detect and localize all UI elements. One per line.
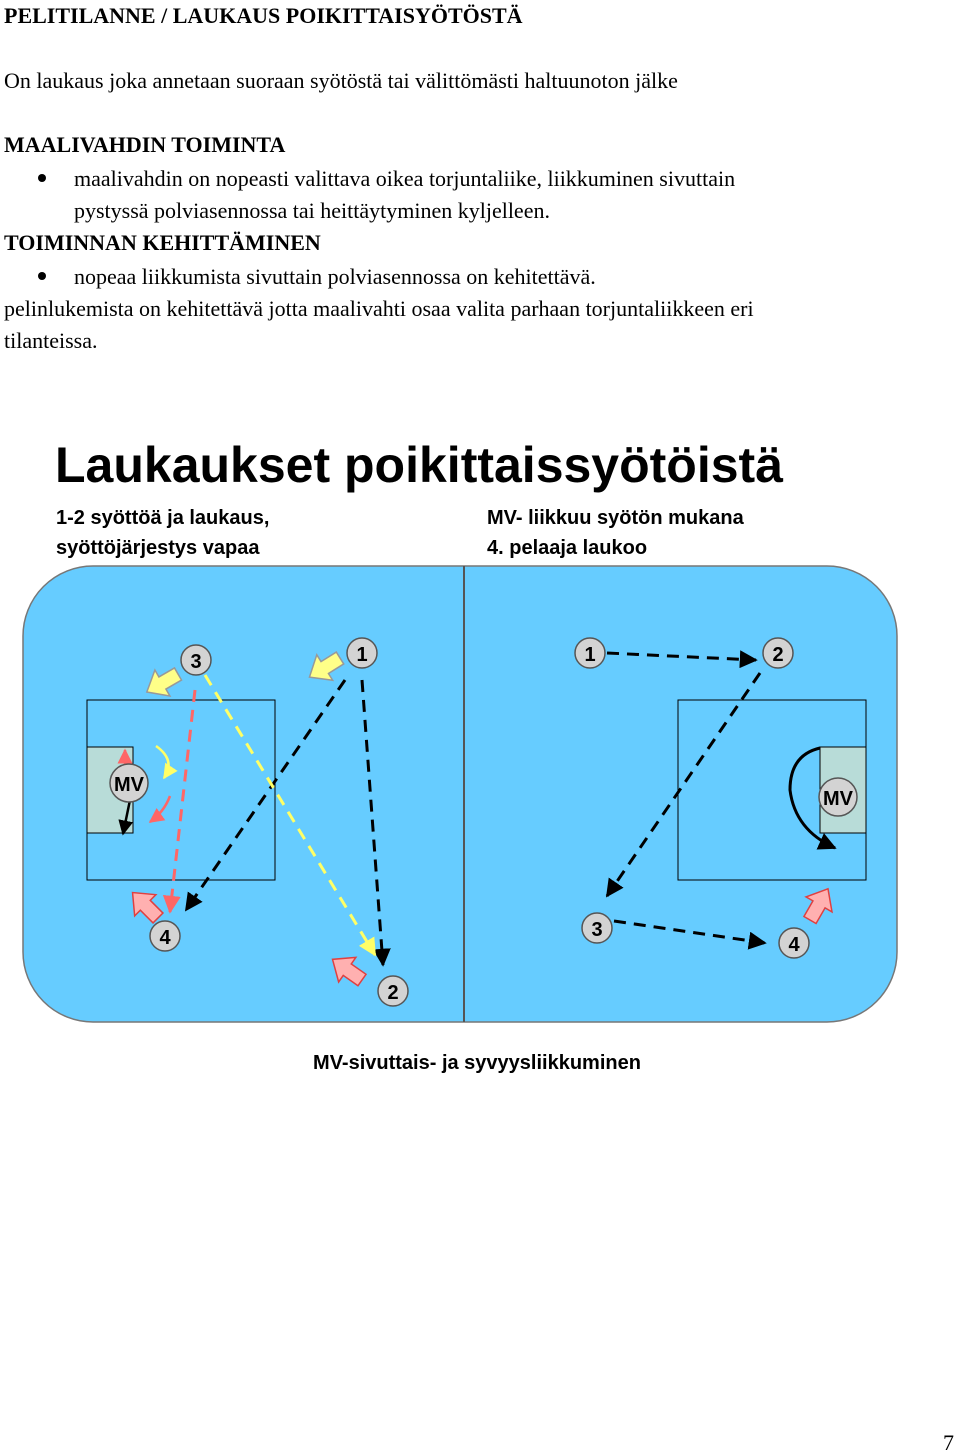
- right-caption-line2: 4. pelaaja laukoo: [487, 537, 648, 559]
- goalkeeper-label: MV: [114, 774, 144, 796]
- left-player-4: [150, 921, 180, 951]
- player-number: 4: [788, 934, 800, 956]
- left-caption-line1: 1-2 syöttöä ja laukaus,: [56, 507, 270, 529]
- right-caption-line1: MV- liikkuu syötön mukana: [487, 507, 744, 529]
- section-heading-development: TOIMINNAN KEHITTÄMINEN: [4, 230, 321, 255]
- page-title: PELITILANNE / LAUKAUS POIKITTAISYÖTÖSTÄ: [4, 3, 523, 28]
- diagram-title: Laukaukset poikittaissyötöistä: [55, 437, 784, 493]
- left-goalkeeper: [110, 764, 148, 802]
- player-number: 2: [387, 982, 399, 1004]
- player-number: 3: [591, 919, 603, 941]
- left-player-2: [378, 976, 408, 1006]
- goalkeeper-label: MV: [823, 788, 853, 810]
- bullet-text-line2: pystyssä polviasennossa tai heittäytyminen kyljelleen.: [74, 198, 550, 223]
- section-heading-goalie-action: MAALIVAHDIN TOIMINTA: [4, 132, 286, 157]
- right-player-2: [763, 638, 793, 668]
- player-number: 2: [772, 644, 784, 666]
- player-number: 4: [159, 927, 171, 949]
- right-player-4: [779, 928, 809, 958]
- player-number: 3: [190, 651, 202, 673]
- left-caption-line2: syöttöjärjestys vapaa: [56, 537, 260, 559]
- right-goalkeeper: [819, 778, 857, 816]
- rink: [23, 566, 897, 1022]
- bullet-text: nopeaa liikkumista sivuttain polviasennossa on kehitettävä.: [74, 264, 596, 289]
- player-number: 1: [584, 644, 596, 666]
- player-number: 1: [356, 644, 368, 666]
- left-player-1: [347, 638, 377, 668]
- right-player-1: [575, 638, 605, 668]
- paragraph-line1: pelinlukemista on kehitettävä jotta maalivahti osaa valita parhaan torjuntaliikkeen eri: [4, 296, 754, 321]
- page-number: 7: [943, 1430, 954, 1455]
- paragraph-line2: tilanteissa.: [4, 328, 98, 353]
- bullet-text-line1: maalivahdin on nopeasti valittava oikea torjuntaliike, liikkuminen sivuttain: [74, 166, 736, 191]
- intro-text: On laukaus joka annetaan suoraan syötöstä tai välittömästi haltuunoton jälke: [4, 68, 678, 93]
- left-player-3: [181, 645, 211, 675]
- right-player-3: [582, 913, 612, 943]
- diagram-bottom-caption: MV-sivuttais- ja syvyysliikkuminen: [313, 1052, 641, 1074]
